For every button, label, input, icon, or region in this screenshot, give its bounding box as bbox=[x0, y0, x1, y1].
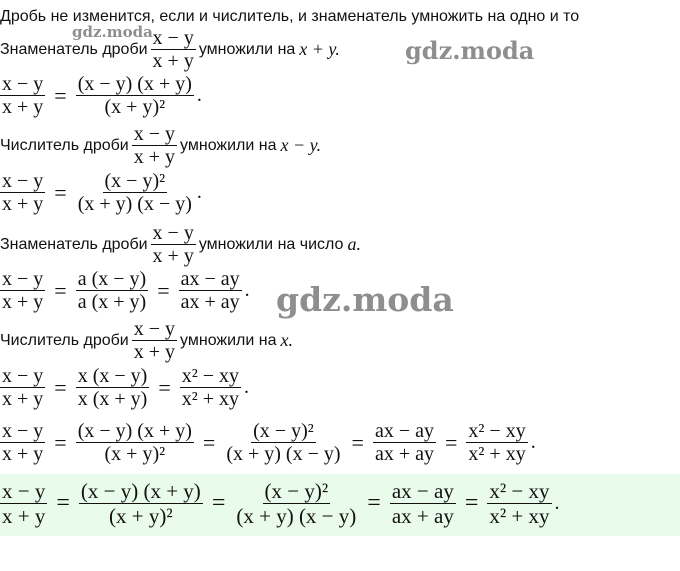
fraction-denominator: x + y bbox=[2, 388, 44, 410]
case2-before: Числитель дроби bbox=[0, 136, 129, 154]
fraction-numerator: (x − y) (x + y) bbox=[77, 73, 192, 95]
case1-equation bbox=[0, 73, 202, 118]
fraction-4b bbox=[487, 479, 551, 528]
fraction-numerator: (x − y)² bbox=[253, 420, 314, 442]
summary-equation bbox=[0, 420, 536, 465]
fraction-numerator: ax − ay bbox=[180, 268, 240, 290]
base-fraction bbox=[0, 268, 45, 313]
fraction-denominator: x² + xy bbox=[489, 504, 550, 528]
fraction-3b bbox=[373, 420, 436, 465]
period: . bbox=[196, 181, 202, 203]
period: . bbox=[530, 431, 536, 453]
fraction-denominator: (x + y)² bbox=[104, 96, 166, 118]
fraction-numerator: x² − xy bbox=[181, 365, 240, 387]
fraction-2 bbox=[224, 420, 342, 465]
base-fraction bbox=[132, 123, 177, 168]
base-fraction bbox=[151, 222, 196, 267]
equals-sign: = bbox=[202, 429, 216, 455]
fraction-denominator: x² + xy bbox=[181, 388, 240, 410]
intro-sentence: Дробь не изменится, если и числитель, и знаменатель умножить на одно и то bbox=[0, 8, 580, 25]
fraction-denominator: x (x + y) bbox=[77, 388, 148, 410]
fraction-1 bbox=[76, 73, 194, 118]
fraction-denominator: (x + y) (x − y) bbox=[236, 504, 357, 528]
equals-sign: = bbox=[351, 429, 364, 455]
equals-sign: = bbox=[54, 429, 67, 455]
equals-sign: = bbox=[464, 490, 479, 516]
fraction-numerator: (x − y) (x + y) bbox=[77, 420, 192, 442]
fraction-numerator: x − y bbox=[2, 73, 44, 95]
fraction-denominator: (x + y) (x − y) bbox=[77, 193, 192, 215]
case3-after: умножили на число bbox=[198, 235, 344, 253]
case1-after: умножили на bbox=[198, 40, 296, 58]
equals-sign: = bbox=[54, 179, 67, 205]
case4-after: умножили на bbox=[180, 331, 277, 349]
fraction-numerator: x − y bbox=[152, 222, 194, 244]
fraction-denominator: x + y bbox=[2, 504, 46, 528]
base-fraction bbox=[132, 318, 177, 363]
equals-sign: = bbox=[211, 490, 226, 516]
fraction-numerator: x − y bbox=[2, 170, 44, 192]
equals-sign: = bbox=[157, 277, 170, 303]
fraction-denominator: x + y bbox=[2, 96, 44, 118]
fraction-2 bbox=[234, 479, 358, 528]
case4-equation bbox=[0, 365, 249, 410]
fraction-denominator: x + y bbox=[133, 146, 176, 168]
fraction-numerator: (x − y)² bbox=[104, 170, 166, 192]
period: . bbox=[244, 376, 250, 398]
fraction-numerator: ax − ay bbox=[391, 479, 454, 503]
fraction-denominator: x + y bbox=[133, 341, 176, 363]
fraction-denominator: a (x + y) bbox=[77, 291, 147, 313]
fraction-4b bbox=[180, 365, 241, 410]
fraction-1 bbox=[79, 479, 203, 528]
fraction-4a bbox=[76, 365, 150, 410]
case4-multiplier: x. bbox=[280, 330, 293, 350]
watermark-large: gdz.moda bbox=[276, 280, 454, 319]
case1-sentence bbox=[0, 27, 344, 72]
fraction-numerator: x − y bbox=[2, 420, 44, 442]
fraction-denominator: x + y bbox=[2, 291, 44, 313]
fraction-3b bbox=[179, 268, 242, 313]
case2-sentence bbox=[0, 123, 325, 168]
period: . bbox=[554, 492, 560, 514]
fraction-denominator: x² + xy bbox=[468, 443, 526, 465]
equals-sign: = bbox=[54, 374, 67, 400]
fraction-numerator: x² − xy bbox=[489, 479, 550, 503]
fraction-numerator: x − y bbox=[2, 479, 46, 503]
fraction-2 bbox=[76, 170, 194, 215]
fraction-denominator: ax + ay bbox=[374, 443, 434, 465]
fraction-numerator: x − y bbox=[2, 365, 44, 387]
equals-sign: = bbox=[54, 82, 67, 108]
base-fraction bbox=[0, 420, 45, 465]
fraction-numerator: (x − y)² bbox=[264, 479, 329, 503]
base-fraction bbox=[151, 27, 196, 72]
base-fraction bbox=[0, 479, 47, 528]
period: . bbox=[244, 279, 250, 301]
intro-text bbox=[0, 8, 579, 26]
fraction-denominator: x + y bbox=[152, 245, 194, 267]
base-fraction bbox=[0, 73, 45, 118]
case4-sentence bbox=[0, 318, 297, 363]
case1-before: Знаменатель дроби bbox=[0, 40, 148, 58]
case4-before: Числитель дроби bbox=[0, 331, 129, 349]
case2-after: умножили на bbox=[180, 136, 277, 154]
watermark-small: gdz.moda bbox=[72, 23, 153, 41]
period: . bbox=[196, 84, 202, 106]
fraction-denominator: x + y bbox=[152, 50, 194, 72]
equals-sign: = bbox=[56, 490, 70, 516]
case3-equation bbox=[0, 268, 250, 313]
fraction-numerator: x − y bbox=[133, 123, 176, 145]
case3-before: Знаменатель дроби bbox=[0, 235, 148, 253]
equals-sign: = bbox=[54, 277, 67, 303]
case2-equation bbox=[0, 170, 202, 215]
fraction-3b bbox=[390, 479, 456, 528]
base-fraction bbox=[0, 170, 45, 215]
fraction-1 bbox=[76, 420, 194, 465]
fraction-numerator: x − y bbox=[152, 27, 194, 49]
fraction-numerator: x² − xy bbox=[468, 420, 526, 442]
equals-sign: = bbox=[367, 490, 381, 516]
fraction-numerator: x (x − y) bbox=[77, 365, 148, 387]
base-fraction bbox=[0, 365, 45, 410]
case2-multiplier: x − y. bbox=[280, 135, 322, 155]
fraction-denominator: x + y bbox=[2, 443, 44, 465]
case3-multiplier: a. bbox=[347, 234, 361, 254]
fraction-3a bbox=[76, 268, 148, 313]
fraction-4b bbox=[466, 420, 527, 465]
answer-equation bbox=[0, 479, 560, 528]
watermark-medium: gdz.moda bbox=[405, 36, 535, 65]
fraction-numerator: a (x − y) bbox=[77, 268, 147, 290]
fraction-numerator: x − y bbox=[133, 318, 176, 340]
case3-sentence bbox=[0, 222, 365, 267]
fraction-denominator: (x + y)² bbox=[104, 443, 166, 465]
fraction-numerator: ax − ay bbox=[374, 420, 434, 442]
fraction-denominator: (x + y) (x − y) bbox=[226, 443, 341, 465]
fraction-denominator: x + y bbox=[2, 193, 44, 215]
fraction-denominator: ax + ay bbox=[391, 504, 454, 528]
equals-sign: = bbox=[445, 429, 458, 455]
case1-multiplier: x + y. bbox=[299, 39, 340, 59]
fraction-denominator: (x + y)² bbox=[109, 504, 173, 528]
fraction-numerator: (x − y) (x + y) bbox=[80, 479, 201, 503]
fraction-denominator: ax + ay bbox=[180, 291, 240, 313]
equals-sign: = bbox=[158, 374, 171, 400]
fraction-numerator: x − y bbox=[2, 268, 44, 290]
